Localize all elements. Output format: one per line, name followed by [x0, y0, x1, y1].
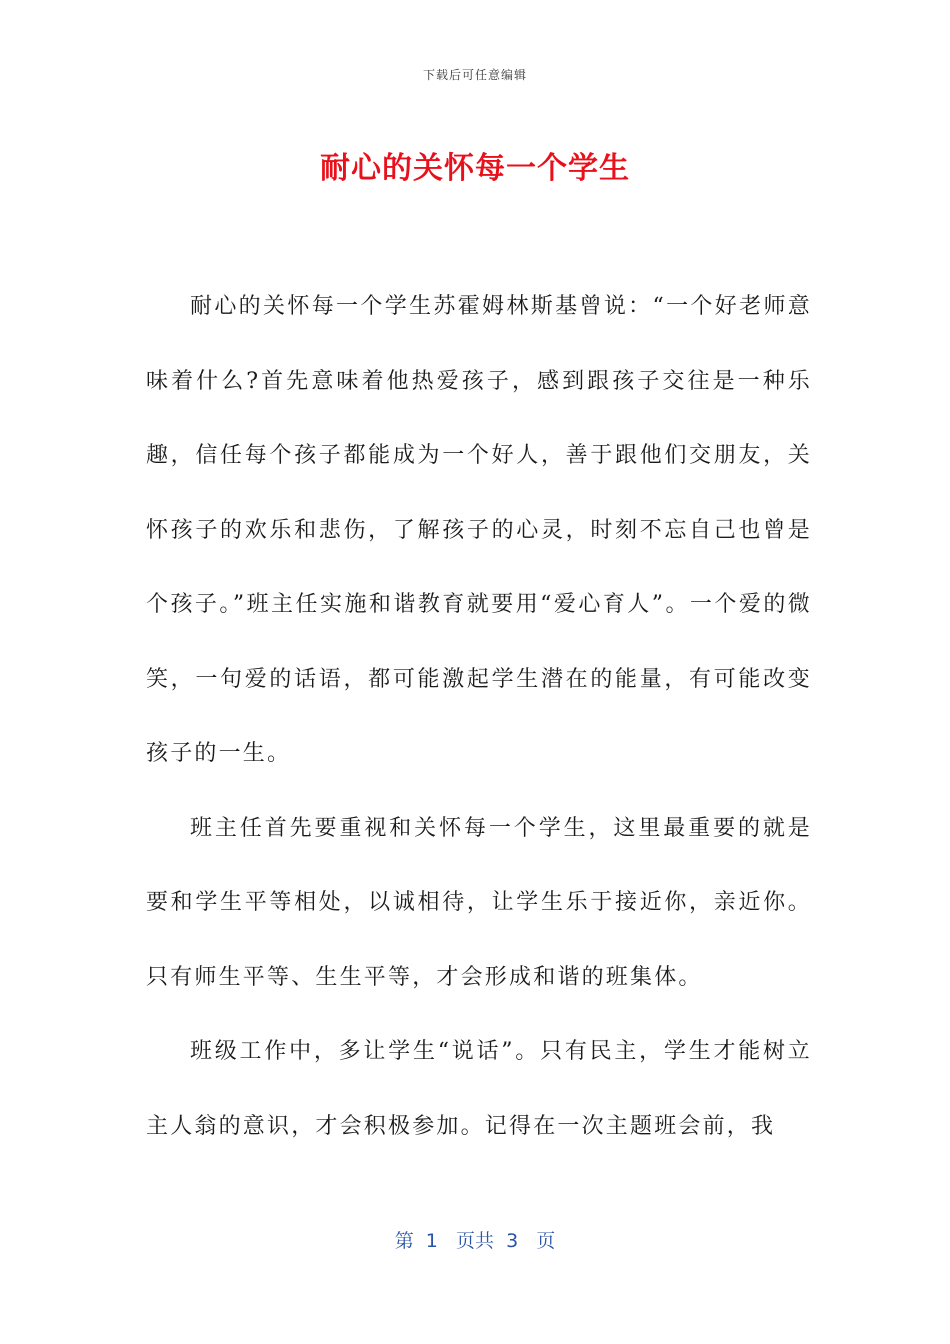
header-note: 下载后可任意编辑 [422, 68, 527, 82]
paragraph: 班级工作中，多让学生“说话”。只有民主，学生才能树立主人翁的意识，才会积极参加。记得在一次主题班会前，我 [146, 1039, 812, 1139]
paragraph: 班主任首先要重视和关怀每一个学生，这里最重要的就是要和学生平等相处，以诚相待，让学生乐于接近你，亲近你。只有师生平等、生生平等，才会形成和谐的班集体。 [146, 815, 812, 990]
document-body [146, 270, 812, 1164]
paragraph: 耐心的关怀每一个学生苏霍姆林斯基曾说：“一个好老师意味着什么?首先意味着他热爱孩子，感到跟孩子交往是一种乐趣，信任每个孩子都能成为一个好人，善于跟他们交朋友，关怀孩子的欢乐和悲伤，了解孩子的心灵，时刻不忘自己也曾是个孩子。”班主任实施和谐教育就要用“爱心育人”。一个爱的微笑，一句爱的话语，都可能激起学生潜在的能量，有可能改变孩子的一生。 [146, 294, 812, 766]
page-number-footer: 第 1 页共 3 页 [394, 1230, 556, 1252]
document-title: 耐心的关怀每一个学生 [320, 151, 630, 186]
